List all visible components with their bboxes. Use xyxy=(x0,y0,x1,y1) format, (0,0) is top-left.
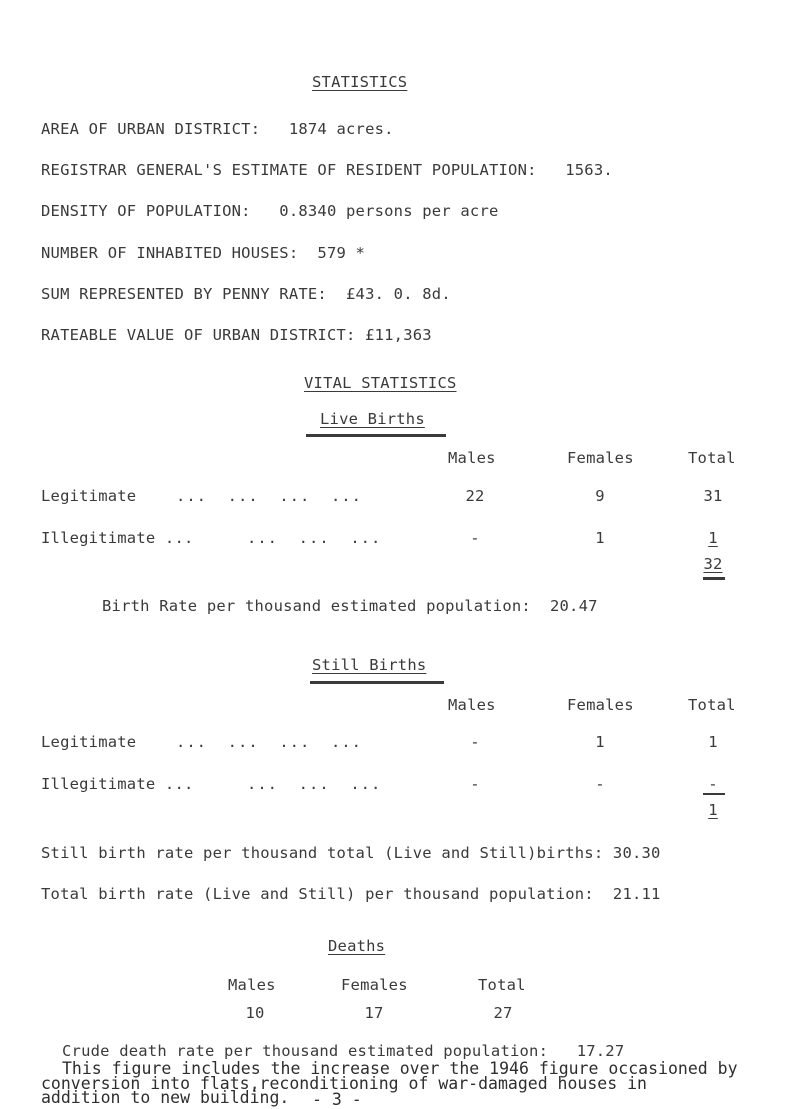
area-line: AREA OF URBAN DISTRICT: 1874 acres. xyxy=(41,120,394,138)
live-col-females: Females xyxy=(567,449,634,467)
live-row-illegitimate-dots: ... ... ... xyxy=(247,529,382,547)
birth-rate-line: Birth Rate per thousand estimated population: 20.47 xyxy=(102,597,598,615)
live-col-males: Males xyxy=(448,449,496,467)
still-col-females: Females xyxy=(567,696,634,714)
live-grand-total-rule xyxy=(703,577,725,580)
still-illegitimate-total: - xyxy=(708,775,718,793)
live-grand-total: 32 xyxy=(703,555,723,573)
houses-line: NUMBER OF INHABITED HOUSES: 579 * xyxy=(41,244,366,262)
still-illegitimate-females: - xyxy=(595,775,605,793)
footnote-line-1: This figure includes the increase over the 1946 figure occasioned by xyxy=(62,1059,738,1078)
still-row-legitimate-dots: ... ... ... ... xyxy=(176,733,362,751)
still-row-legitimate-label: Legitimate xyxy=(41,733,137,751)
still-legitimate-males: - xyxy=(470,733,480,751)
deaths-col-males: Males xyxy=(228,976,276,994)
footnote-line-3: addition to new building. xyxy=(41,1088,290,1107)
deaths-females: 17 xyxy=(364,1004,384,1022)
still-row-illegitimate-label: Illegitimate ... xyxy=(41,775,194,793)
live-legitimate-total: 31 xyxy=(703,487,723,505)
page-heading: STATISTICS xyxy=(312,73,408,91)
still-illegitimate-males: - xyxy=(470,775,480,793)
live-legitimate-females: 9 xyxy=(595,487,605,505)
deaths-col-total: Total xyxy=(478,976,526,994)
density-line: DENSITY OF POPULATION: 0.8340 persons per acre xyxy=(41,202,499,220)
still-births-title: Still Births xyxy=(312,656,427,674)
still-birth-rate-line: Still birth rate per thousand total (Live and Still)births: 30.30 xyxy=(41,844,661,862)
deaths-total: 27 xyxy=(493,1004,513,1022)
live-births-title: Live Births xyxy=(320,410,425,428)
population-line: REGISTRAR GENERAL'S ESTIMATE OF RESIDENT POPULATION: 1563. xyxy=(41,161,613,179)
rateable-value-line: RATEABLE VALUE OF URBAN DISTRICT: £11,363 xyxy=(41,326,432,344)
live-legitimate-males: 22 xyxy=(465,487,485,505)
total-birth-rate-line: Total birth rate (Live and Still) per thousand population: 21.11 xyxy=(41,885,661,903)
live-illegitimate-males: - xyxy=(470,529,480,547)
crude-death-rate-line: Crude death rate per thousand estimated population: 17.27 xyxy=(62,1042,625,1060)
deaths-col-females: Females xyxy=(341,976,408,994)
footnote-line-2: conversion into flats,reconditioning of war-damaged houses in xyxy=(41,1074,647,1093)
still-col-total: Total xyxy=(688,696,736,714)
live-births-underline xyxy=(306,434,446,437)
still-legitimate-females: 1 xyxy=(595,733,605,751)
still-col-males: Males xyxy=(448,696,496,714)
still-births-underline xyxy=(310,681,444,684)
live-row-illegitimate-label: Illegitimate ... xyxy=(41,529,194,547)
live-illegitimate-total: 1 xyxy=(708,529,718,547)
live-row-legitimate-dots: ... ... ... ... xyxy=(176,487,362,505)
still-legitimate-total: 1 xyxy=(708,733,718,751)
penny-rate-line: SUM REPRESENTED BY PENNY RATE: £43. 0. 8d. xyxy=(41,285,451,303)
still-total-rule xyxy=(703,793,725,795)
live-illegitimate-females: 1 xyxy=(595,529,605,547)
live-col-total: Total xyxy=(688,449,736,467)
vital-statistics-title: VITAL STATISTICS xyxy=(304,374,457,392)
deaths-males: 10 xyxy=(245,1004,265,1022)
live-row-legitimate-label: Legitimate xyxy=(41,487,137,505)
still-row-illegitimate-dots: ... ... ... xyxy=(247,775,382,793)
deaths-title: Deaths xyxy=(328,937,386,955)
still-grand-total: 1 xyxy=(708,801,718,819)
page-number: - 3 - xyxy=(312,1090,362,1109)
